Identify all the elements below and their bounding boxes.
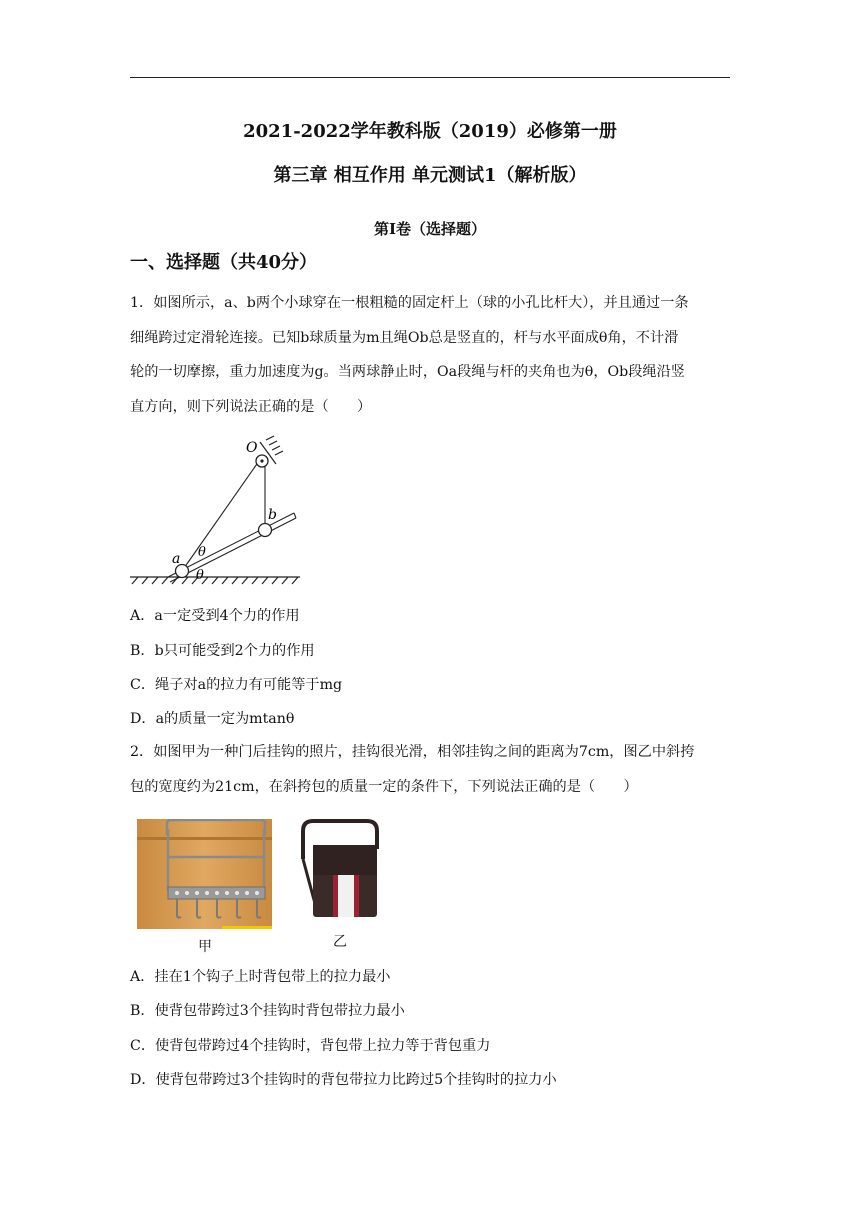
label-b: b [268, 507, 277, 523]
label-O: O [246, 440, 258, 456]
ball-b-icon [259, 524, 272, 537]
incline-pulley-diagram [128, 424, 308, 592]
question-1-line: 轮的一切摩擦，重力加速度为g。当两球静止时，Oa段绳与杆的夹角也为θ，Ob段绳沿竖 [130, 364, 685, 380]
question-1-line: 直方向，则下列说法正确的是（ ） [130, 398, 372, 415]
volume-heading: 第Ⅰ卷（选择题） [373, 220, 487, 238]
label-a: a [172, 551, 181, 567]
header-rule [130, 77, 730, 78]
section-heading: 一、选择题（共40分） [130, 252, 318, 273]
crossbody-bag-photo [297, 819, 383, 919]
question-2-line: 2．如图甲为一种门后挂钩的照片，挂钩很光滑，相邻挂钩之间的距离为7cm，图乙中斜挎 [130, 744, 695, 760]
question-2-option-b: B．使背包带跨过3个挂钩时背包带拉力最小 [130, 1003, 405, 1019]
caption-yi: 乙 [333, 934, 347, 950]
question-2-option-a: A．挂在1个钩子上时背包带上的拉力最小 [130, 969, 391, 985]
question-2-option-d: D．使背包带跨过3个挂钩时的背包带拉力比跨过5个挂钩时的拉力小 [130, 1072, 557, 1088]
question-2-line: 包的宽度约为21cm，在斜挎包的质量一定的条件下，下列说法正确的是（ ） [130, 778, 638, 795]
page-title-line2: 第三章 相互作用 单元测试1（解析版） [273, 165, 587, 186]
caption-jia: 甲 [198, 939, 212, 955]
question-1-option-a: A．a一定受到4个力的作用 [130, 608, 300, 624]
pulley-axle-icon [260, 459, 263, 462]
question-1-option-b: B．b只可能受到2个力的作用 [130, 643, 315, 659]
label-theta-1: θ [198, 545, 206, 560]
question-1-line: 细绳跨过定滑轮连接。已知b球质量为m且绳Ob总是竖直的，杆与水平面成θ角，不计滑 [130, 329, 679, 346]
label-theta-2: θ [196, 568, 204, 583]
question-1-line: 1．如图所示，a、b两个小球穿在一根粗糙的固定杆上（球的小孔比杆大），并且通过一条 [130, 295, 689, 311]
door-hook-photo [137, 819, 272, 929]
page-title-line1: 2021-2022学年教科版（2019）必修第一册 [243, 121, 617, 142]
ground-hatch [130, 577, 300, 584]
question-2-text [130, 735, 732, 804]
question-1-text [130, 286, 732, 424]
question-1-option-c: C．绳子对a的拉力有可能等于mg [130, 677, 343, 693]
question-1-option-d: D．a的质量一定为mtanθ [130, 711, 295, 727]
question-2-option-c: C．使背包带跨过4个挂钩时，背包带上拉力等于背包重力 [130, 1038, 491, 1054]
